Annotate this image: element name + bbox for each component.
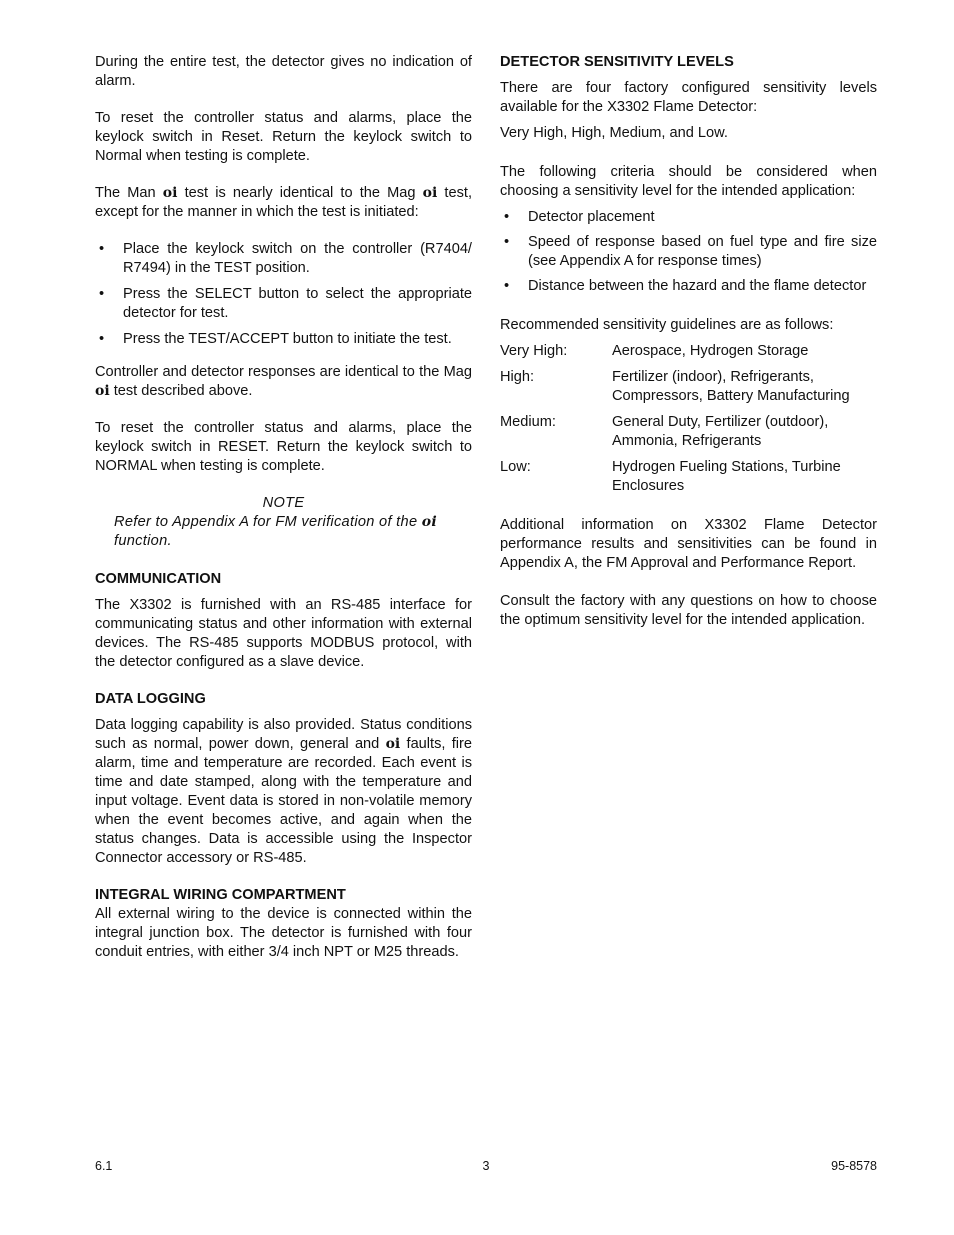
guideline-value: Hydrogen Fueling Stations, Turbine Enclosures xyxy=(612,459,841,494)
guideline-row xyxy=(500,342,877,361)
man-oi-steps-list xyxy=(95,240,472,349)
page-footer xyxy=(95,1157,877,1176)
paragraph-data-logging xyxy=(95,716,472,868)
note-title: NOTE xyxy=(262,495,305,511)
text-fragment: Refer to Appendix A for FM verification of the xyxy=(114,514,422,530)
guideline-row xyxy=(500,368,877,406)
right-column xyxy=(500,53,877,630)
oi-symbol: oi xyxy=(162,185,178,201)
paragraph-responses xyxy=(95,363,472,401)
text-fragment: test is nearly identical to the Mag xyxy=(177,185,423,201)
footer-page-number: 3 xyxy=(482,1159,490,1173)
oi-symbol: oi xyxy=(421,514,437,530)
note-text xyxy=(114,513,453,551)
heading-communication: COMMUNICATION xyxy=(95,571,222,587)
text-fragment: Data logging capability is also provided. Status conditions such as normal, power down, general and xyxy=(95,717,472,752)
paragraph-no-alarm: During the entire test, the detector gives no indication of alarm. xyxy=(95,54,472,89)
footer-document-number: 95-8578 xyxy=(831,1159,877,1173)
list-item: • Distance between the hazard and the flame detector xyxy=(500,277,877,296)
paragraph-man-oi-test xyxy=(95,184,472,222)
text-fragment: Controller and detector responses are identical to the Mag xyxy=(95,364,472,380)
guideline-value: General Duty, Fertilizer (outdoor), Ammonia, Refrigerants xyxy=(612,414,829,449)
paragraph-reset-1: To reset the controller status and alarms, place the keylock switch in Reset. Return the keylock switch to Normal when testing is complete. xyxy=(95,110,472,164)
paragraph-communication: The X3302 is furnished with an RS-485 interface for communicating status and other information with external devices. The RS-485 supports MODBUS protocol, with the detector configured as a slave device. xyxy=(95,597,472,670)
list-item: • Place the keylock switch on the controller (R7404/ R7494) in the TEST position. xyxy=(95,240,472,278)
list-item: • Press the SELECT button to select the appropriate detector for test. xyxy=(95,285,472,323)
guideline-label: Low: xyxy=(500,459,531,475)
list-item: • Speed of response based on fuel type and fire size (see Appendix A for response times) xyxy=(500,233,877,271)
heading-sensitivity: DETECTOR SENSITIVITY LEVELS xyxy=(500,54,734,70)
text-fragment: faults, fire alarm, time and temperature are recorded. Each event is time and date stamped, along with the temperature and input voltage. Event data is stored in non-volatile memory when the event becomes active, and again when the status changes. Data is accessible using the Inspector Connector accessory or RS-485. xyxy=(95,736,472,866)
note-block xyxy=(114,494,453,551)
paragraph-criteria: The following criteria should be considered when choosing a sensitivity level for the intended application: xyxy=(500,164,877,199)
guideline-value: Fertilizer (indoor), Refrigerants, Compressors, Battery Manufacturing xyxy=(612,369,850,404)
text-fragment: The Man xyxy=(95,185,163,201)
footer-revision: 6.1 xyxy=(95,1159,113,1173)
heading-wiring: INTEGRAL WIRING COMPARTMENT xyxy=(95,887,346,903)
oi-symbol: oi xyxy=(95,383,110,399)
paragraph-consult-factory: Consult the factory with any questions on how to choose the optimum sensitivity level for the intended application. xyxy=(500,593,877,628)
left-column xyxy=(95,53,472,962)
guideline-label: High: xyxy=(500,369,535,385)
paragraph-wiring: All external wiring to the device is connected within the integral junction box. The detector is furnished with four conduit entries, with either 3/4 inch NPT or M25 threads. xyxy=(95,906,472,960)
guideline-label: Medium: xyxy=(500,414,556,430)
heading-data-logging: DATA LOGGING xyxy=(95,691,206,707)
guideline-label: Very High: xyxy=(500,343,568,359)
paragraph-guidelines: Recommended sensitivity guidelines are as follows: xyxy=(500,317,834,333)
paragraph-level-names: Very High, High, Medium, and Low. xyxy=(500,125,728,141)
text-fragment: function. xyxy=(114,533,172,549)
oi-symbol: oi xyxy=(385,736,401,752)
text-fragment: test, except for the manner in which the test is initiated: xyxy=(95,185,472,220)
paragraph-reset-2: To reset the controller status and alarms, place the keylock switch in RESET. Return the keylock switch to NORMAL when testing is complete. xyxy=(95,420,472,474)
oi-symbol: oi xyxy=(422,185,438,201)
guideline-row xyxy=(500,413,877,451)
guideline-value: Aerospace, Hydrogen Storage xyxy=(612,343,809,359)
paragraph-four-levels: There are four factory configured sensitivity levels available for the X3302 Flame Detector: xyxy=(500,80,877,115)
criteria-list xyxy=(500,208,877,296)
paragraph-additional-info: Additional information on X3302 Flame Detector performance results and sensitivities can be found in Appendix A, the FM Approval and Performance Report. xyxy=(500,517,877,571)
sensitivity-guidelines xyxy=(500,342,877,496)
guideline-row xyxy=(500,458,877,496)
text-fragment: test described above. xyxy=(109,383,253,399)
list-item: • Detector placement xyxy=(500,208,877,227)
list-item: • Press the TEST/ACCEPT button to initiate the test. xyxy=(95,330,472,349)
